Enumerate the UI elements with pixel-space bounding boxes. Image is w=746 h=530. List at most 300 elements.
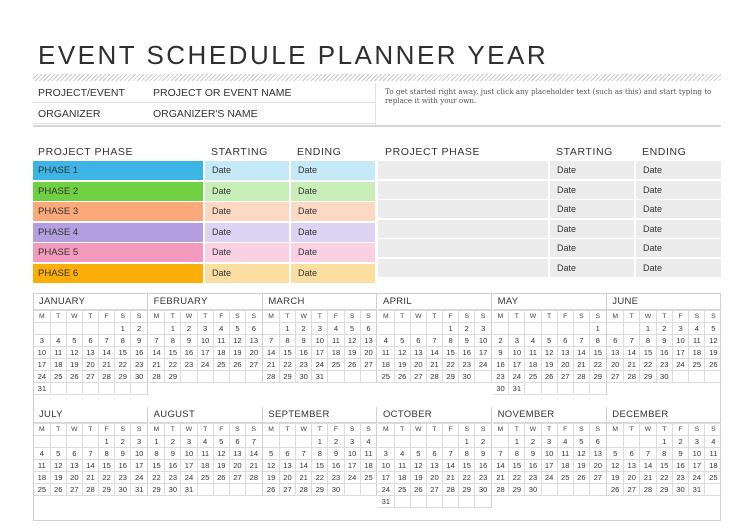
day-cell[interactable]: 9 bbox=[672, 448, 688, 460]
day-cell[interactable]: 21 bbox=[573, 359, 589, 371]
day-cell[interactable]: 19 bbox=[50, 472, 66, 484]
day-cell[interactable]: 22 bbox=[443, 359, 459, 371]
day-cell[interactable]: 16 bbox=[525, 460, 541, 472]
day-cell[interactable]: 16 bbox=[165, 460, 181, 472]
day-cell[interactable]: 7 bbox=[573, 335, 589, 347]
project-name-field[interactable]: PROJECT OR EVENT NAME bbox=[153, 87, 292, 99]
day-cell[interactable]: 25 bbox=[360, 472, 376, 484]
day-cell[interactable]: 15 bbox=[115, 347, 131, 359]
day-cell[interactable]: 16 bbox=[115, 460, 131, 472]
day-cell[interactable]: 5 bbox=[705, 323, 721, 335]
day-cell[interactable]: 18 bbox=[705, 460, 721, 472]
day-cell[interactable]: 7 bbox=[493, 448, 509, 460]
day-cell[interactable]: 24 bbox=[672, 359, 688, 371]
day-cell[interactable]: 28 bbox=[443, 484, 459, 496]
day-cell[interactable]: 27 bbox=[279, 484, 295, 496]
page-title[interactable]: EVENT SCHEDULE PLANNER YEAR bbox=[38, 40, 549, 70]
day-cell[interactable]: 7 bbox=[296, 448, 312, 460]
day-cell[interactable]: 25 bbox=[557, 472, 573, 484]
phase-start-date-field[interactable]: Date bbox=[205, 202, 289, 221]
day-cell[interactable]: 20 bbox=[82, 359, 98, 371]
day-cell[interactable]: 4 bbox=[328, 323, 344, 335]
day-cell[interactable]: 7 bbox=[99, 335, 115, 347]
day-cell[interactable]: 26 bbox=[410, 484, 426, 496]
day-cell[interactable]: 31 bbox=[34, 383, 50, 395]
day-cell[interactable]: 14 bbox=[493, 460, 509, 472]
day-cell[interactable]: 30 bbox=[672, 484, 688, 496]
phase-end-date-field[interactable]: Date bbox=[291, 161, 375, 180]
day-cell[interactable]: 22 bbox=[99, 472, 115, 484]
phase-start-date-field[interactable]: Date bbox=[205, 264, 289, 283]
day-cell[interactable]: 18 bbox=[394, 472, 410, 484]
day-cell[interactable]: 17 bbox=[197, 347, 213, 359]
day-cell[interactable]: 9 bbox=[525, 448, 541, 460]
day-cell[interactable]: 22 bbox=[640, 359, 656, 371]
day-cell[interactable]: 27 bbox=[426, 484, 442, 496]
day-cell[interactable]: 2 bbox=[131, 323, 147, 335]
phase-end-date-field[interactable]: Date bbox=[636, 239, 721, 257]
day-cell[interactable]: 3 bbox=[312, 323, 328, 335]
day-cell[interactable]: 30 bbox=[115, 484, 131, 496]
day-cell[interactable]: 6 bbox=[589, 436, 605, 448]
day-cell[interactable]: 3 bbox=[541, 436, 557, 448]
day-cell[interactable]: 17 bbox=[509, 359, 525, 371]
day-cell[interactable]: 23 bbox=[165, 472, 181, 484]
day-cell[interactable]: 26 bbox=[66, 371, 82, 383]
day-cell[interactable]: 19 bbox=[263, 472, 279, 484]
day-cell[interactable]: 4 bbox=[557, 436, 573, 448]
day-cell[interactable]: 5 bbox=[541, 335, 557, 347]
day-cell[interactable]: 29 bbox=[115, 371, 131, 383]
day-cell[interactable]: 15 bbox=[312, 460, 328, 472]
day-cell[interactable]: 11 bbox=[705, 448, 721, 460]
day-cell[interactable]: 14 bbox=[443, 460, 459, 472]
day-cell[interactable]: 22 bbox=[165, 359, 181, 371]
day-cell[interactable]: 5 bbox=[213, 436, 229, 448]
day-cell[interactable]: 13 bbox=[229, 448, 245, 460]
day-cell[interactable]: 31 bbox=[509, 383, 525, 395]
day-cell[interactable]: 16 bbox=[656, 347, 672, 359]
day-cell[interactable]: 3 bbox=[34, 335, 50, 347]
day-cell[interactable]: 22 bbox=[312, 472, 328, 484]
day-cell[interactable]: 21 bbox=[82, 472, 98, 484]
day-cell[interactable]: 19 bbox=[541, 359, 557, 371]
day-cell[interactable]: 23 bbox=[328, 472, 344, 484]
day-cell[interactable]: 12 bbox=[705, 335, 721, 347]
day-cell[interactable]: 16 bbox=[459, 347, 475, 359]
day-cell[interactable]: 1 bbox=[509, 436, 525, 448]
phase-end-date-field[interactable]: Date bbox=[291, 182, 375, 201]
day-cell[interactable]: 6 bbox=[557, 335, 573, 347]
day-cell[interactable]: 7 bbox=[149, 335, 165, 347]
day-cell[interactable]: 10 bbox=[475, 335, 491, 347]
day-cell[interactable]: 7 bbox=[263, 335, 279, 347]
day-cell[interactable]: 17 bbox=[689, 460, 705, 472]
day-cell[interactable]: 29 bbox=[589, 371, 605, 383]
day-cell[interactable]: 13 bbox=[66, 460, 82, 472]
day-cell[interactable]: 3 bbox=[131, 436, 147, 448]
day-cell[interactable]: 1 bbox=[589, 323, 605, 335]
phase-name-field[interactable] bbox=[378, 200, 548, 218]
day-cell[interactable]: 18 bbox=[360, 460, 376, 472]
day-cell[interactable]: 21 bbox=[624, 359, 640, 371]
phase-start-date-field[interactable]: Date bbox=[205, 182, 289, 201]
day-cell[interactable]: 3 bbox=[509, 335, 525, 347]
day-cell[interactable]: 19 bbox=[410, 472, 426, 484]
day-cell[interactable]: 2 bbox=[328, 436, 344, 448]
day-cell[interactable]: 4 bbox=[213, 323, 229, 335]
phase-end-date-field[interactable]: Date bbox=[636, 161, 721, 179]
day-cell[interactable]: 4 bbox=[394, 448, 410, 460]
day-cell[interactable]: 4 bbox=[705, 436, 721, 448]
day-cell[interactable]: 23 bbox=[459, 359, 475, 371]
day-cell[interactable]: 30 bbox=[493, 383, 509, 395]
day-cell[interactable]: 18 bbox=[557, 460, 573, 472]
phase-start-date-field[interactable]: Date bbox=[550, 200, 634, 218]
day-cell[interactable]: 1 bbox=[459, 436, 475, 448]
day-cell[interactable]: 24 bbox=[344, 472, 360, 484]
day-cell[interactable]: 26 bbox=[573, 472, 589, 484]
day-cell[interactable]: 25 bbox=[378, 371, 394, 383]
day-cell[interactable]: 14 bbox=[246, 448, 262, 460]
day-cell[interactable]: 9 bbox=[181, 335, 197, 347]
day-cell[interactable]: 27 bbox=[410, 371, 426, 383]
day-cell[interactable]: 1 bbox=[115, 323, 131, 335]
day-cell[interactable]: 18 bbox=[50, 359, 66, 371]
day-cell[interactable]: 10 bbox=[34, 347, 50, 359]
day-cell[interactable]: 11 bbox=[213, 335, 229, 347]
day-cell[interactable]: 28 bbox=[624, 371, 640, 383]
day-cell[interactable]: 11 bbox=[50, 347, 66, 359]
day-cell[interactable]: 12 bbox=[263, 460, 279, 472]
day-cell[interactable]: 15 bbox=[99, 460, 115, 472]
day-cell[interactable]: 12 bbox=[394, 347, 410, 359]
day-cell[interactable]: 20 bbox=[410, 359, 426, 371]
day-cell[interactable]: 3 bbox=[197, 323, 213, 335]
day-cell[interactable]: 29 bbox=[459, 484, 475, 496]
day-cell[interactable]: 25 bbox=[394, 484, 410, 496]
day-cell[interactable]: 11 bbox=[328, 335, 344, 347]
day-cell[interactable]: 8 bbox=[656, 448, 672, 460]
day-cell[interactable]: 12 bbox=[573, 448, 589, 460]
phase-end-date-field[interactable]: Date bbox=[636, 220, 721, 238]
day-cell[interactable]: 5 bbox=[66, 335, 82, 347]
day-cell[interactable]: 4 bbox=[197, 436, 213, 448]
day-cell[interactable]: 17 bbox=[475, 347, 491, 359]
day-cell[interactable]: 27 bbox=[624, 484, 640, 496]
day-cell[interactable]: 22 bbox=[115, 359, 131, 371]
day-cell[interactable]: 14 bbox=[640, 460, 656, 472]
day-cell[interactable]: 2 bbox=[165, 436, 181, 448]
day-cell[interactable]: 23 bbox=[672, 472, 688, 484]
day-cell[interactable]: 23 bbox=[296, 359, 312, 371]
day-cell[interactable]: 6 bbox=[426, 448, 442, 460]
phase-name-field[interactable]: PHASE 4 bbox=[33, 223, 203, 242]
phase-end-date-field[interactable]: Date bbox=[291, 264, 375, 283]
day-cell[interactable]: 22 bbox=[656, 472, 672, 484]
day-cell[interactable]: 17 bbox=[312, 347, 328, 359]
day-cell[interactable]: 26 bbox=[344, 359, 360, 371]
day-cell[interactable]: 8 bbox=[279, 335, 295, 347]
day-cell[interactable]: 4 bbox=[360, 436, 376, 448]
day-cell[interactable]: 23 bbox=[656, 359, 672, 371]
day-cell[interactable]: 18 bbox=[213, 347, 229, 359]
day-cell[interactable]: 17 bbox=[181, 460, 197, 472]
day-cell[interactable]: 25 bbox=[34, 484, 50, 496]
day-cell[interactable]: 19 bbox=[344, 347, 360, 359]
day-cell[interactable]: 10 bbox=[509, 347, 525, 359]
day-cell[interactable]: 5 bbox=[573, 436, 589, 448]
day-cell[interactable]: 2 bbox=[493, 335, 509, 347]
phase-start-date-field[interactable]: Date bbox=[550, 161, 634, 179]
day-cell[interactable]: 4 bbox=[525, 335, 541, 347]
day-cell[interactable]: 16 bbox=[181, 347, 197, 359]
day-cell[interactable]: 7 bbox=[624, 335, 640, 347]
day-cell[interactable]: 14 bbox=[573, 347, 589, 359]
day-cell[interactable]: 26 bbox=[394, 371, 410, 383]
phase-end-date-field[interactable]: Date bbox=[636, 181, 721, 199]
day-cell[interactable]: 18 bbox=[197, 460, 213, 472]
day-cell[interactable]: 11 bbox=[394, 460, 410, 472]
day-cell[interactable]: 31 bbox=[181, 484, 197, 496]
day-cell[interactable]: 9 bbox=[115, 448, 131, 460]
day-cell[interactable]: 15 bbox=[459, 460, 475, 472]
day-cell[interactable]: 24 bbox=[509, 371, 525, 383]
day-cell[interactable]: 1 bbox=[640, 323, 656, 335]
day-cell[interactable]: 16 bbox=[672, 460, 688, 472]
day-cell[interactable]: 26 bbox=[541, 371, 557, 383]
day-cell[interactable]: 10 bbox=[672, 335, 688, 347]
day-cell[interactable]: 29 bbox=[279, 371, 295, 383]
phase-end-date-field[interactable]: Date bbox=[636, 200, 721, 218]
day-cell[interactable]: 1 bbox=[312, 436, 328, 448]
day-cell[interactable]: 28 bbox=[246, 472, 262, 484]
day-cell[interactable]: 14 bbox=[624, 347, 640, 359]
day-cell[interactable]: 6 bbox=[279, 448, 295, 460]
day-cell[interactable]: 24 bbox=[378, 484, 394, 496]
day-cell[interactable]: 12 bbox=[410, 460, 426, 472]
phase-start-date-field[interactable]: Date bbox=[205, 161, 289, 180]
day-cell[interactable]: 18 bbox=[378, 359, 394, 371]
day-cell[interactable]: 13 bbox=[426, 460, 442, 472]
day-cell[interactable]: 8 bbox=[443, 335, 459, 347]
day-cell[interactable]: 25 bbox=[213, 359, 229, 371]
day-cell[interactable]: 9 bbox=[459, 335, 475, 347]
day-cell[interactable]: 13 bbox=[557, 347, 573, 359]
day-cell[interactable]: 24 bbox=[197, 359, 213, 371]
day-cell[interactable]: 31 bbox=[378, 496, 394, 508]
day-cell[interactable]: 24 bbox=[689, 472, 705, 484]
day-cell[interactable]: 14 bbox=[149, 347, 165, 359]
day-cell[interactable]: 30 bbox=[328, 484, 344, 496]
day-cell[interactable]: 26 bbox=[229, 359, 245, 371]
day-cell[interactable]: 20 bbox=[360, 347, 376, 359]
day-cell[interactable]: 6 bbox=[624, 448, 640, 460]
day-cell[interactable]: 12 bbox=[50, 460, 66, 472]
day-cell[interactable]: 7 bbox=[443, 448, 459, 460]
day-cell[interactable]: 5 bbox=[410, 448, 426, 460]
day-cell[interactable]: 17 bbox=[672, 347, 688, 359]
day-cell[interactable]: 5 bbox=[394, 335, 410, 347]
day-cell[interactable]: 15 bbox=[165, 347, 181, 359]
day-cell[interactable]: 30 bbox=[475, 484, 491, 496]
day-cell[interactable]: 11 bbox=[197, 448, 213, 460]
day-cell[interactable]: 13 bbox=[360, 335, 376, 347]
phase-name-field[interactable] bbox=[378, 181, 548, 199]
day-cell[interactable]: 4 bbox=[34, 448, 50, 460]
day-cell[interactable]: 4 bbox=[689, 323, 705, 335]
day-cell[interactable]: 9 bbox=[131, 335, 147, 347]
day-cell[interactable]: 24 bbox=[312, 359, 328, 371]
day-cell[interactable]: 2 bbox=[115, 436, 131, 448]
day-cell[interactable]: 31 bbox=[131, 484, 147, 496]
day-cell[interactable]: 29 bbox=[149, 484, 165, 496]
day-cell[interactable]: 3 bbox=[378, 448, 394, 460]
day-cell[interactable]: 22 bbox=[589, 359, 605, 371]
phase-start-date-field[interactable]: Date bbox=[550, 181, 634, 199]
day-cell[interactable]: 27 bbox=[557, 371, 573, 383]
day-cell[interactable]: 2 bbox=[181, 323, 197, 335]
day-cell[interactable]: 8 bbox=[115, 335, 131, 347]
day-cell[interactable]: 20 bbox=[607, 359, 623, 371]
phase-end-date-field[interactable]: Date bbox=[291, 223, 375, 242]
day-cell[interactable]: 27 bbox=[589, 472, 605, 484]
day-cell[interactable]: 24 bbox=[34, 371, 50, 383]
day-cell[interactable]: 9 bbox=[493, 347, 509, 359]
day-cell[interactable]: 27 bbox=[607, 371, 623, 383]
day-cell[interactable]: 27 bbox=[66, 484, 82, 496]
day-cell[interactable]: 29 bbox=[509, 484, 525, 496]
day-cell[interactable]: 2 bbox=[459, 323, 475, 335]
phase-name-field[interactable]: PHASE 1 bbox=[33, 161, 203, 180]
day-cell[interactable]: 12 bbox=[213, 448, 229, 460]
day-cell[interactable]: 3 bbox=[181, 436, 197, 448]
day-cell[interactable]: 5 bbox=[50, 448, 66, 460]
day-cell[interactable]: 2 bbox=[672, 436, 688, 448]
phase-start-date-field[interactable]: Date bbox=[550, 220, 634, 238]
day-cell[interactable]: 1 bbox=[656, 436, 672, 448]
day-cell[interactable]: 28 bbox=[573, 371, 589, 383]
day-cell[interactable]: 3 bbox=[475, 323, 491, 335]
day-cell[interactable]: 29 bbox=[640, 371, 656, 383]
day-cell[interactable]: 23 bbox=[475, 472, 491, 484]
day-cell[interactable]: 21 bbox=[493, 472, 509, 484]
day-cell[interactable]: 20 bbox=[557, 359, 573, 371]
day-cell[interactable]: 11 bbox=[378, 347, 394, 359]
day-cell[interactable]: 9 bbox=[328, 448, 344, 460]
day-cell[interactable]: 19 bbox=[394, 359, 410, 371]
day-cell[interactable]: 10 bbox=[344, 448, 360, 460]
day-cell[interactable]: 14 bbox=[426, 347, 442, 359]
day-cell[interactable]: 15 bbox=[149, 460, 165, 472]
day-cell[interactable]: 7 bbox=[426, 335, 442, 347]
day-cell[interactable]: 3 bbox=[672, 323, 688, 335]
day-cell[interactable]: 20 bbox=[624, 472, 640, 484]
day-cell[interactable]: 21 bbox=[640, 472, 656, 484]
day-cell[interactable]: 1 bbox=[149, 436, 165, 448]
day-cell[interactable]: 4 bbox=[378, 335, 394, 347]
day-cell[interactable]: 27 bbox=[360, 359, 376, 371]
day-cell[interactable]: 23 bbox=[181, 359, 197, 371]
day-cell[interactable]: 9 bbox=[656, 335, 672, 347]
phase-name-field[interactable] bbox=[378, 259, 548, 277]
day-cell[interactable]: 10 bbox=[541, 448, 557, 460]
day-cell[interactable]: 8 bbox=[459, 448, 475, 460]
day-cell[interactable]: 11 bbox=[34, 460, 50, 472]
day-cell[interactable]: 28 bbox=[640, 484, 656, 496]
day-cell[interactable]: 10 bbox=[197, 335, 213, 347]
day-cell[interactable]: 17 bbox=[541, 460, 557, 472]
day-cell[interactable]: 27 bbox=[246, 359, 262, 371]
day-cell[interactable]: 10 bbox=[312, 335, 328, 347]
day-cell[interactable]: 11 bbox=[525, 347, 541, 359]
day-cell[interactable]: 29 bbox=[99, 484, 115, 496]
day-cell[interactable]: 10 bbox=[181, 448, 197, 460]
day-cell[interactable]: 19 bbox=[213, 460, 229, 472]
day-cell[interactable]: 9 bbox=[165, 448, 181, 460]
day-cell[interactable]: 11 bbox=[360, 448, 376, 460]
phase-end-date-field[interactable]: Date bbox=[291, 202, 375, 221]
day-cell[interactable]: 28 bbox=[426, 371, 442, 383]
day-cell[interactable]: 5 bbox=[344, 323, 360, 335]
day-cell[interactable]: 1 bbox=[99, 436, 115, 448]
day-cell[interactable]: 6 bbox=[82, 335, 98, 347]
day-cell[interactable]: 8 bbox=[312, 448, 328, 460]
phase-end-date-field[interactable]: Date bbox=[291, 243, 375, 262]
day-cell[interactable]: 5 bbox=[607, 448, 623, 460]
day-cell[interactable]: 13 bbox=[246, 335, 262, 347]
day-cell[interactable]: 15 bbox=[589, 347, 605, 359]
day-cell[interactable]: 18 bbox=[525, 359, 541, 371]
day-cell[interactable]: 29 bbox=[165, 371, 181, 383]
day-cell[interactable]: 28 bbox=[263, 371, 279, 383]
day-cell[interactable]: 10 bbox=[378, 460, 394, 472]
day-cell[interactable]: 17 bbox=[131, 460, 147, 472]
day-cell[interactable]: 6 bbox=[607, 335, 623, 347]
day-cell[interactable]: 26 bbox=[50, 484, 66, 496]
day-cell[interactable]: 8 bbox=[640, 335, 656, 347]
day-cell[interactable]: 15 bbox=[640, 347, 656, 359]
instructions-text[interactable]: To get started right away, just click any placeholder text (such as this) and start typing to replace it with your own. bbox=[385, 87, 712, 105]
day-cell[interactable]: 20 bbox=[589, 460, 605, 472]
phase-start-date-field[interactable]: Date bbox=[550, 259, 634, 277]
phase-start-date-field[interactable]: Date bbox=[550, 239, 634, 257]
day-cell[interactable]: 8 bbox=[509, 448, 525, 460]
day-cell[interactable]: 12 bbox=[344, 335, 360, 347]
day-cell[interactable]: 9 bbox=[475, 448, 491, 460]
day-cell[interactable]: 20 bbox=[66, 472, 82, 484]
day-cell[interactable]: 5 bbox=[229, 323, 245, 335]
day-cell[interactable]: 28 bbox=[82, 484, 98, 496]
phase-name-field[interactable] bbox=[378, 220, 548, 238]
day-cell[interactable]: 29 bbox=[656, 484, 672, 496]
day-cell[interactable]: 23 bbox=[115, 472, 131, 484]
day-cell[interactable]: 20 bbox=[279, 472, 295, 484]
day-cell[interactable]: 12 bbox=[607, 460, 623, 472]
day-cell[interactable]: 20 bbox=[229, 460, 245, 472]
day-cell[interactable]: 29 bbox=[312, 484, 328, 496]
day-cell[interactable]: 23 bbox=[525, 472, 541, 484]
day-cell[interactable]: 16 bbox=[475, 460, 491, 472]
day-cell[interactable]: 6 bbox=[410, 335, 426, 347]
day-cell[interactable]: 9 bbox=[296, 335, 312, 347]
day-cell[interactable]: 19 bbox=[66, 359, 82, 371]
day-cell[interactable]: 20 bbox=[426, 472, 442, 484]
phase-start-date-field[interactable]: Date bbox=[205, 243, 289, 262]
phase-name-field[interactable]: PHASE 2 bbox=[33, 182, 203, 201]
day-cell[interactable]: 21 bbox=[263, 359, 279, 371]
day-cell[interactable]: 8 bbox=[165, 335, 181, 347]
